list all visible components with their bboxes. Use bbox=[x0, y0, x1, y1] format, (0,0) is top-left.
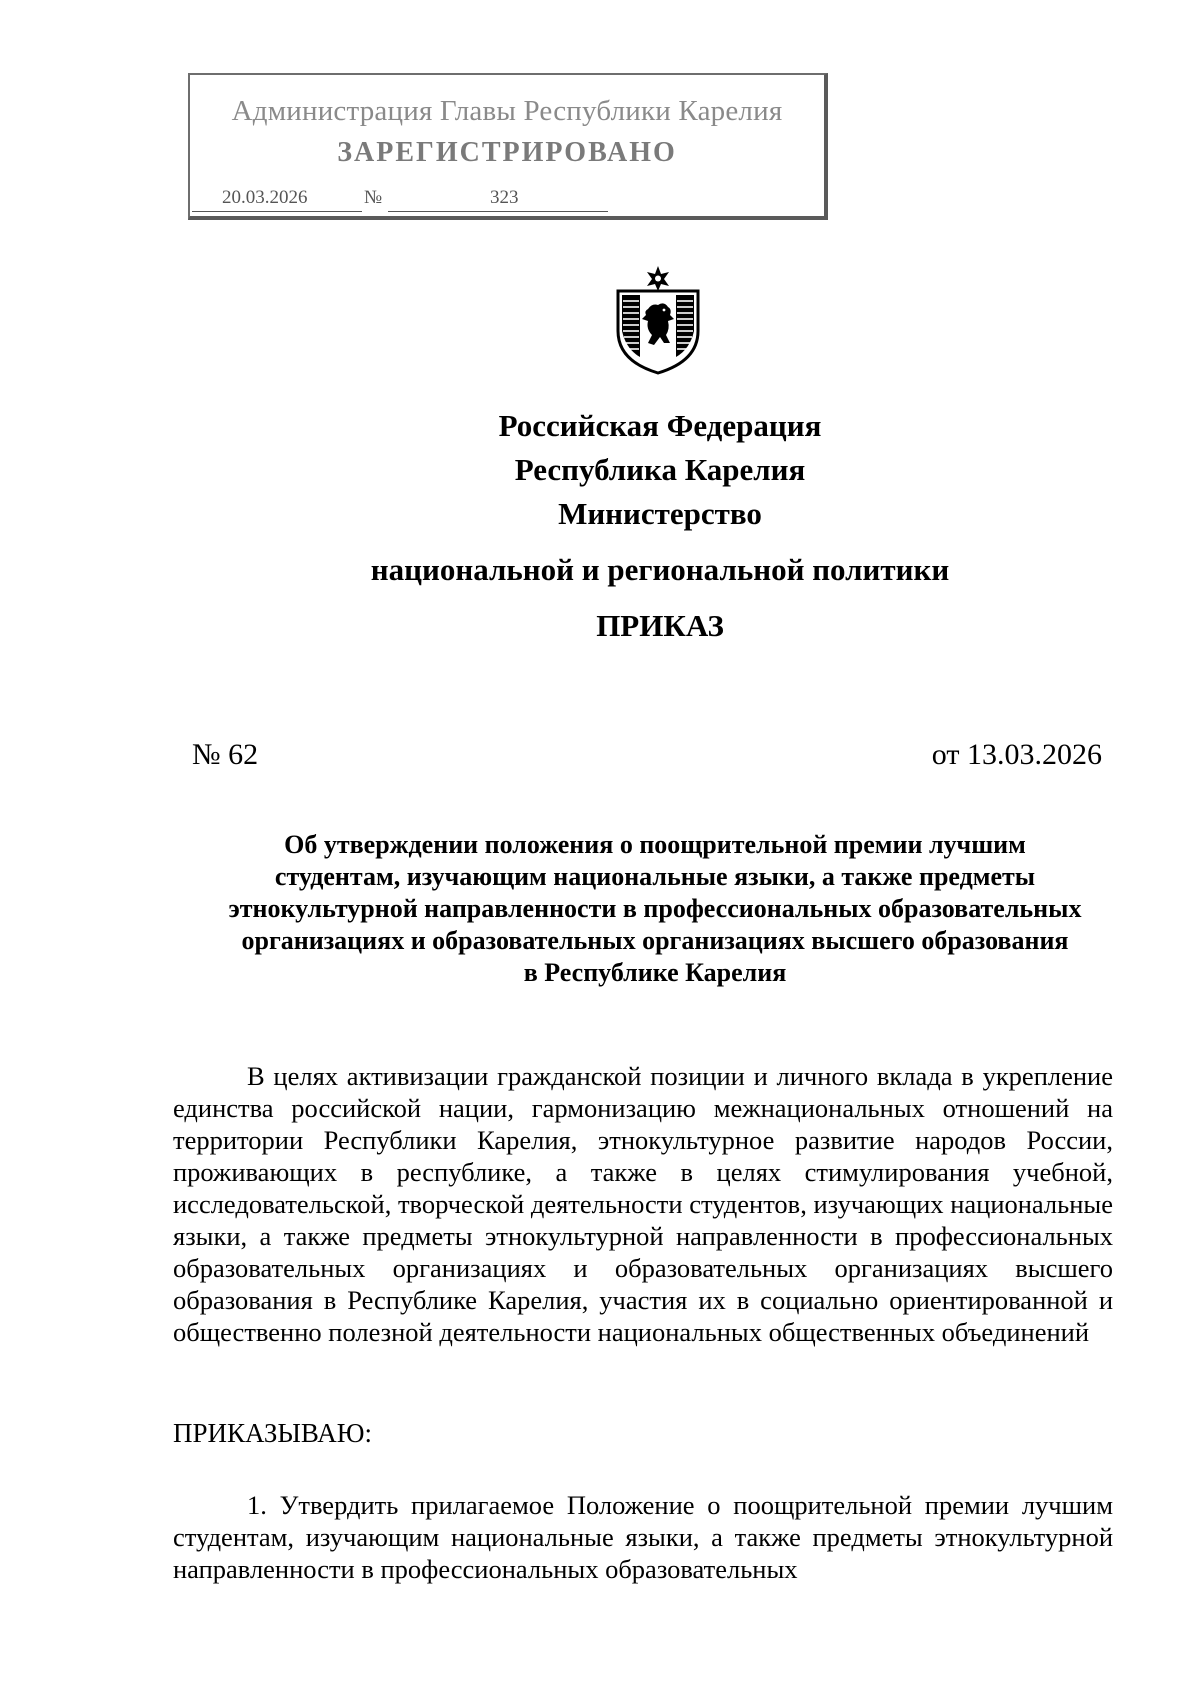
subject-line: организациях и образовательных организациях высшего образования bbox=[241, 926, 1069, 955]
header-country: Российская Федерация bbox=[498, 408, 822, 443]
document-type-title: ПРИКАЗ bbox=[596, 608, 724, 643]
stamp-title: Администрация Главы Республики Карелия bbox=[231, 95, 783, 127]
stamp-number-sign: № bbox=[364, 187, 383, 208]
preamble-paragraph: В целях активизации гражданской позиции и личного вклада в укрепление единства российской нации, гармонизацию межнациональных отношений на территории Республики Карелия, этнокультурное развитие народов России, проживающих в республике, а также в целях стимулирования учебной, исследовательской, творческой деятельности студентов, изучающих национальные языки, а также предметы этнокультурной направленности в профессиональных образовательных организациях и образовательных организациях высшего образования в Республике Карелия, участия их в социально ориентированной и общественно полезной деятельности национальных общественных объединений bbox=[173, 1061, 1113, 1347]
subject-line: студентам, изучающим национальные языки, а также предметы bbox=[274, 862, 1036, 891]
order-subject bbox=[150, 829, 1160, 989]
subject-line: этнокультурной направленности в профессиональных образовательных bbox=[228, 894, 1082, 923]
order-date: от 13.03.2026 bbox=[931, 738, 1102, 771]
header-ministry: Министерство bbox=[558, 496, 762, 531]
item-1-paragraph: 1. Утвердить прилагаемое Положение о поощрительной премии лучшим студентам, изучающим национальные языки, а также предметы этнокультурной направленности в профессиональных образовательных bbox=[173, 1490, 1113, 1584]
header-republic: Республика Карелия bbox=[514, 452, 806, 487]
registration-stamp bbox=[188, 73, 828, 220]
stamp-status: ЗАРЕГИСТРИРОВАНО bbox=[337, 137, 677, 168]
order-number: № 62 bbox=[192, 738, 259, 771]
subject-line: Об утверждении положения о поощрительной премии лучшим bbox=[284, 830, 1026, 859]
karelia-coat-of-arms-icon bbox=[612, 265, 704, 375]
header-ministry-name: национальной и региональной политики bbox=[370, 552, 950, 587]
stamp-date: 20.03.2026 bbox=[222, 187, 308, 208]
orders-word: ПРИКАЗЫВАЮ: bbox=[173, 1418, 372, 1448]
stamp-number: 323 bbox=[490, 187, 519, 208]
subject-line: в Республике Карелия bbox=[523, 958, 787, 987]
